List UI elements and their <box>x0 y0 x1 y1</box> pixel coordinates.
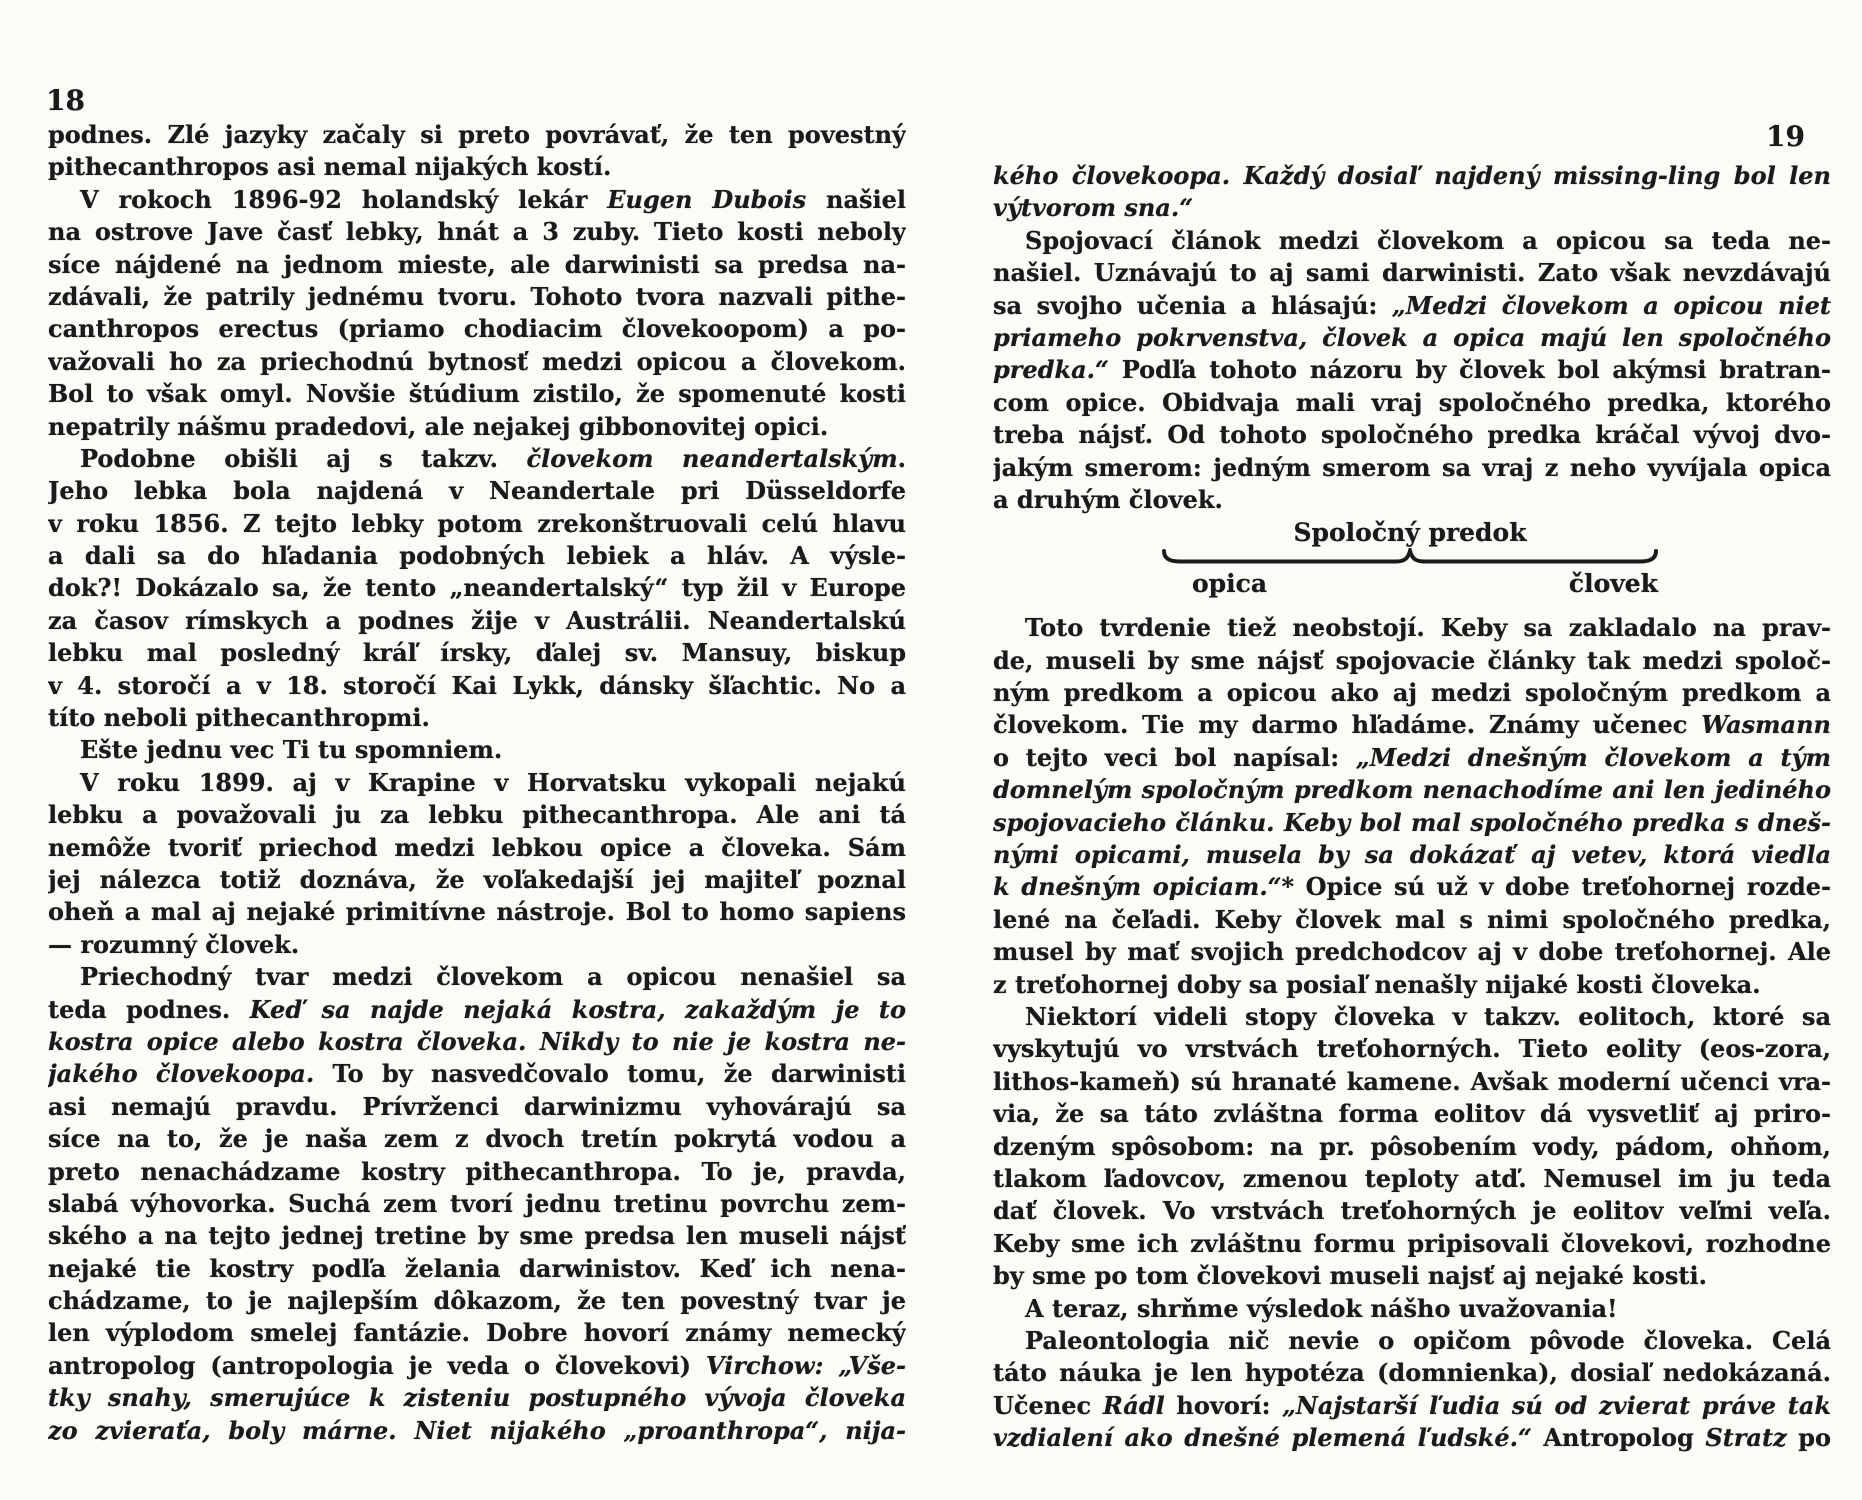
text-line <box>993 354 1831 386</box>
text-line <box>48 929 906 961</box>
text-run: antropolog (antropologia je veda o človekovi) <box>48 1350 706 1380</box>
text-line <box>48 1350 906 1382</box>
italic-text-run: výtvorom sna.“ <box>993 193 1194 223</box>
text-line <box>48 508 906 540</box>
text-run: de, museli by sme nájsť spojovacie články tak medzi spoloč- <box>993 645 1831 675</box>
text-line <box>993 257 1831 289</box>
text-run: Antropolog <box>1531 1423 1706 1453</box>
text-line <box>48 1156 906 1188</box>
text-line <box>48 119 906 151</box>
text-run: Ešte jednu vec Ti tu spomniem. <box>80 735 503 765</box>
text-line <box>48 896 906 928</box>
text-run: lebku mal posledný kráľ írsky, ďalej sv. Mansuy, biskup <box>48 638 906 668</box>
text-line <box>993 969 1831 1001</box>
text-run: preto nenachádzame kostry pithecanthropa. To je, pravda, <box>48 1156 906 1186</box>
text-line <box>993 839 1831 871</box>
italic-text-run: Keď sa najde nejaká kostra, zakaždým je to <box>249 994 906 1024</box>
text-line <box>993 1390 1831 1422</box>
text-run: Spojovací článok medzi človekom a opicou sa teda ne- <box>1025 225 1831 255</box>
text-line <box>48 1253 906 1285</box>
italic-text-run: Rádl <box>1102 1390 1165 1420</box>
text-run: v roku 1856. Z tejto lebky potom zrekonštruovali celú hlavu <box>48 508 906 538</box>
italic-text-run: predka.“ <box>993 355 1109 385</box>
text-run: z treťohornej doby sa posiaľ nenašly nijaké kosti človeka. <box>993 969 1761 999</box>
text-line <box>993 160 1831 192</box>
text-line <box>993 1195 1831 1227</box>
text-line <box>993 452 1831 484</box>
text-run: com opice. Obidvaja mali vraj spoločného predka, ktorého <box>993 387 1831 417</box>
text-line <box>993 1293 1831 1325</box>
text-run: vyskytujú vo vrstvách treťohorných. Tieto eolity (eos-zora, <box>993 1034 1831 1064</box>
text-run: o tejto veci bol napísal: <box>993 742 1356 772</box>
text-line <box>48 734 906 766</box>
italic-text-run: k dnešným opiciam.“* <box>993 872 1295 902</box>
text-line <box>993 904 1831 936</box>
text-run: našiel. Uznávajú to aj sami darwinisti. Zato však nevzdávajú <box>993 258 1831 288</box>
text-line <box>993 484 1831 516</box>
text-line <box>993 387 1831 419</box>
italic-text-run: Virchow: „Vše- <box>705 1350 906 1380</box>
diagram-title: Spoločný predok <box>1293 518 1527 548</box>
text-line <box>48 475 906 507</box>
text-line <box>48 1058 906 1090</box>
text-run: táto náuka je len hypotéza (domnienka), dosiaľ nedokázaná. <box>993 1358 1831 1388</box>
text-line <box>993 1131 1831 1163</box>
text-run: treba nájsť. Od tohoto spoločného predka kráčal vývoj dvo- <box>993 420 1831 450</box>
text-run: asi nemajú pravdu. Prívrženci darwinizmu vyhovárajú sa <box>48 1091 906 1121</box>
text-line <box>993 709 1831 741</box>
text-line <box>993 742 1831 774</box>
text-line <box>993 612 1831 644</box>
text-line <box>993 645 1831 677</box>
text-run: zdávali, že patrily jednému tvoru. Tohoto tvora nazvali pithe- <box>48 281 906 311</box>
text-run: canthropos erectus (priamo chodiacim človekoopom) a po- <box>48 314 906 344</box>
italic-text-run: Stratz <box>1705 1423 1787 1453</box>
text-run: Podobne obišli aj s takzv. <box>80 443 527 473</box>
text-line <box>48 1382 906 1414</box>
text-line <box>993 677 1831 709</box>
text-line <box>993 225 1831 257</box>
text-line <box>48 1415 906 1447</box>
italic-text-run: spojovacieho článku. Keby bol mal spoločného predka s dneš- <box>993 807 1831 837</box>
text-run: V roku 1899. aj v Krapine v Horvatsku vykopali nejakú <box>80 767 906 797</box>
diagram-branches <box>1160 568 1660 600</box>
italic-text-run: Eugen Dubois <box>607 184 807 214</box>
text-run: dzeným spôsobom: na pr. pôsobením vody, pádom, ohňom, <box>993 1131 1831 1161</box>
text-line <box>48 378 906 410</box>
text-run: našiel <box>806 184 906 214</box>
italic-text-run: tky snahy, smerujúce k zisteniu postupného vývoja človeka <box>48 1383 906 1413</box>
text-line <box>48 281 906 313</box>
text-run: v 4. storočí a v 18. storočí Kai Lykk, dánsky šľachtic. No a <box>48 670 906 700</box>
text-run: . <box>897 443 906 473</box>
text-run: musel by mať svojich predchodcov aj v dobe treťohornej. Ale <box>993 937 1831 967</box>
text-run: človekom. Tie my darmo hľadáme. Známy učenec <box>993 710 1702 740</box>
text-run: títo neboli pithecanthropmi. <box>48 703 430 733</box>
text-run: tlakom ľadovcov, zmenou teploty atď. Nemusel im ju teda <box>993 1163 1831 1193</box>
italic-text-run: kostra opice alebo kostra človeka. Nikdy to nie je kostra ne- <box>48 1026 906 1056</box>
text-line <box>48 346 906 378</box>
text-line <box>993 192 1831 224</box>
text-line <box>993 871 1831 903</box>
text-run: síce nájdené na jednom mieste, ale darwinisti sa predsa na- <box>48 249 906 279</box>
text-run: len výplodom smelej fantázie. Dobre hovorí známy nemecký <box>48 1318 906 1348</box>
italic-text-run: vzdialení ako dnešné plemená ľudské.“ <box>993 1423 1532 1453</box>
text-run: To by nasvedčovalo tomu, že darwinisti <box>314 1059 906 1089</box>
text-run: hovorí: <box>1164 1390 1283 1420</box>
text-line <box>48 1091 906 1123</box>
text-line <box>48 1220 906 1252</box>
text-line <box>48 799 906 831</box>
italic-text-run: zo zvieraťa, boly márne. Niet nijakého „proanthropa“, nija- <box>48 1415 906 1445</box>
text-run: pithecanthropos asi nemal nijakých kostí. <box>48 152 612 182</box>
text-line <box>993 1260 1831 1292</box>
text-run: Niektorí videli stopy človeka v takzv. eolitoch, ktoré sa <box>1025 1001 1831 1031</box>
text-run: síce na to, že je naša zem z dvoch tretín pokrytá vodou a <box>48 1124 906 1154</box>
text-run: Opice sú už v dobe treťohornej rozde- <box>1294 872 1831 902</box>
text-line <box>48 184 906 216</box>
text-run: Podľa tohoto názoru by človek bol akýmsi bratran- <box>1108 355 1831 385</box>
italic-text-run: domnelým spoločným predkom nenachodíme ani len jediného <box>993 775 1831 805</box>
text-line <box>48 1123 906 1155</box>
text-line <box>993 1422 1831 1454</box>
text-line <box>993 774 1831 806</box>
text-line <box>48 1285 906 1317</box>
text-run: na ostrove Jave časť lebky, hnát a 3 zuby. Tieto kosti neboly <box>48 217 906 247</box>
text-run: lené na čeľadi. Keby človek mal s nimi spoločného predka, <box>993 904 1831 934</box>
right-page-text-top <box>993 160 1831 516</box>
text-run: V rokoch 1896-92 holandský lekár <box>80 184 608 214</box>
page-number-18: 18 <box>46 84 85 117</box>
diagram-label-ape: opica <box>1192 569 1268 599</box>
text-line <box>993 936 1831 968</box>
text-line <box>48 1317 906 1349</box>
text-line <box>48 249 906 281</box>
italic-text-run: „Medzi dnešným človekom a tým <box>1355 742 1831 772</box>
common-ancestor-diagram <box>1160 516 1660 612</box>
text-line <box>993 807 1831 839</box>
text-line <box>993 1066 1831 1098</box>
text-line <box>993 1033 1831 1065</box>
text-line <box>48 313 906 345</box>
text-line <box>993 1001 1831 1033</box>
italic-text-run: priameho pokrvenstva, človek a opica majú len spoločného <box>993 322 1831 352</box>
text-line <box>48 961 906 993</box>
text-run: ského a na tejto jednej tretine by sme predsa len museli nájsť <box>48 1221 906 1251</box>
italic-text-run: nými opicami, musela by sa dokázať aj vetev, ktorá viedla <box>993 840 1831 870</box>
text-line <box>48 702 906 734</box>
page-number-19: 19 <box>1766 120 1805 153</box>
text-line <box>48 994 906 1026</box>
text-line <box>48 637 906 669</box>
text-line <box>48 572 906 604</box>
text-line <box>48 443 906 475</box>
text-run: lebku a považovali ju za lebku pithecanthropa. Ale ani tá <box>48 800 906 830</box>
text-line <box>48 540 906 572</box>
text-line <box>48 1026 906 1058</box>
italic-text-run: kého človekoopa. Každý dosiaľ najdený missing-ling bol len <box>993 161 1831 190</box>
text-line <box>993 1357 1831 1389</box>
text-run: važovali ho za priechodnú bytnosť medzi opicou a človekom. <box>48 346 906 376</box>
right-page-text-bottom <box>993 612 1831 1454</box>
text-run: Jeho lebka bola najdená v Neandertale pri Düsseldorfe <box>48 476 906 506</box>
text-run: lithos-kameň) sú hranaté kamene. Avšak moderní učenci vra- <box>993 1066 1831 1096</box>
text-line <box>993 1163 1831 1195</box>
italic-text-run: jakého človekoopa. <box>48 1059 315 1089</box>
right-page <box>993 160 1831 1454</box>
text-line <box>993 1325 1831 1357</box>
text-run: A teraz, shrňme výsledok nášho uvažovania! <box>1025 1293 1618 1323</box>
text-run: Bol to však omyl. Novšie štúdium zistilo, že spomenuté kosti <box>48 379 906 409</box>
text-run: sa svojho učenia a hlásajú: <box>993 290 1392 320</box>
text-run: po <box>1786 1423 1831 1453</box>
text-line <box>48 411 906 443</box>
italic-text-run: Wasmann <box>1701 710 1831 740</box>
text-run: via, že sa táto zvláštna forma eolitov dá vysvetliť aj priro- <box>993 1099 1831 1129</box>
text-run: oheň a mal aj nejaké primitívne nástroje. Bol to homo sapiens <box>48 897 906 927</box>
text-run: ným predkom a opicou ako aj medzi spoločným predkom a <box>993 678 1831 708</box>
left-page-text <box>48 119 906 1447</box>
text-line <box>993 1228 1831 1260</box>
text-run: Paleontologia nič nevie o opičom pôvode človeka. Celá <box>1025 1325 1831 1355</box>
text-line <box>993 1098 1831 1130</box>
text-run: nepatrily nášmu pradedovi, ale nejakej gibbonovitej opici. <box>48 411 829 441</box>
text-run: — rozumný človek. <box>48 929 300 959</box>
text-line <box>48 605 906 637</box>
text-run: nejaké tie kostry podľa želania darwinistov. Keď ich nena- <box>48 1253 906 1283</box>
text-run: jakým smerom: jedným smerom sa vraj z neho vyvíjala opica <box>993 452 1831 482</box>
text-line <box>48 216 906 248</box>
text-run: jej nálezca totiž doznáva, že voľakedajší jej majiteľ poznal <box>48 864 906 894</box>
text-line <box>993 322 1831 354</box>
italic-text-run: „Najstarší ľudia sú od zvierat práve tak <box>1282 1390 1831 1420</box>
text-run: a druhým človek. <box>993 484 1223 514</box>
italic-text-run: „Medzi človekom a opicou niet <box>1391 290 1831 320</box>
text-line <box>48 864 906 896</box>
text-run: nemôže tvoriť priechod medzi lebkou opice a človeka. Sám <box>48 832 906 862</box>
text-run: chádzame, to je najlepším dôkazom, že ten povestný tvar je <box>48 1286 906 1316</box>
text-line <box>48 151 906 183</box>
text-run: Priechodný tvar medzi človekom a opicou nenašiel sa <box>80 962 906 992</box>
text-line <box>48 832 906 864</box>
text-line <box>48 1188 906 1220</box>
brace-icon <box>1160 548 1660 568</box>
text-run: a dali sa do hľadania podobných lebiek a hláv. A výsle- <box>48 541 906 571</box>
text-run: dok?! Dokázalo sa, že tento „neandertalský“ typ žil v Europe <box>48 573 906 603</box>
text-run: Učenec <box>993 1390 1103 1420</box>
text-run: Keby sme ich zvláštnu formu pripisovali človekovi, rozhodne <box>993 1228 1831 1258</box>
text-run: Toto tvrdenie tiež neobstojí. Keby sa zakladalo na prav- <box>1025 613 1831 643</box>
text-run: dať človek. Vo vrstvách treťohorných je eolitov veľmi veľa. <box>993 1196 1831 1226</box>
text-run: by sme po tom človekovi museli najsť aj nejaké kosti. <box>993 1261 1707 1291</box>
italic-text-run: človekom neandertalským <box>526 443 898 473</box>
text-line <box>48 767 906 799</box>
text-run: za časov rímskych a podnes žije v Austrálii. Neandertalskú <box>48 605 906 635</box>
text-run: teda podnes. <box>48 994 250 1024</box>
text-line <box>993 290 1831 322</box>
text-line <box>48 670 906 702</box>
text-line <box>993 419 1831 451</box>
text-run: slabá výhovorka. Suchá zem tvorí jednu tretinu povrchu zem- <box>48 1188 906 1218</box>
text-run: podnes. Zlé jazyky začaly si preto povrávať, že ten povestný <box>48 120 906 149</box>
diagram-label-human: človek <box>1568 569 1658 599</box>
